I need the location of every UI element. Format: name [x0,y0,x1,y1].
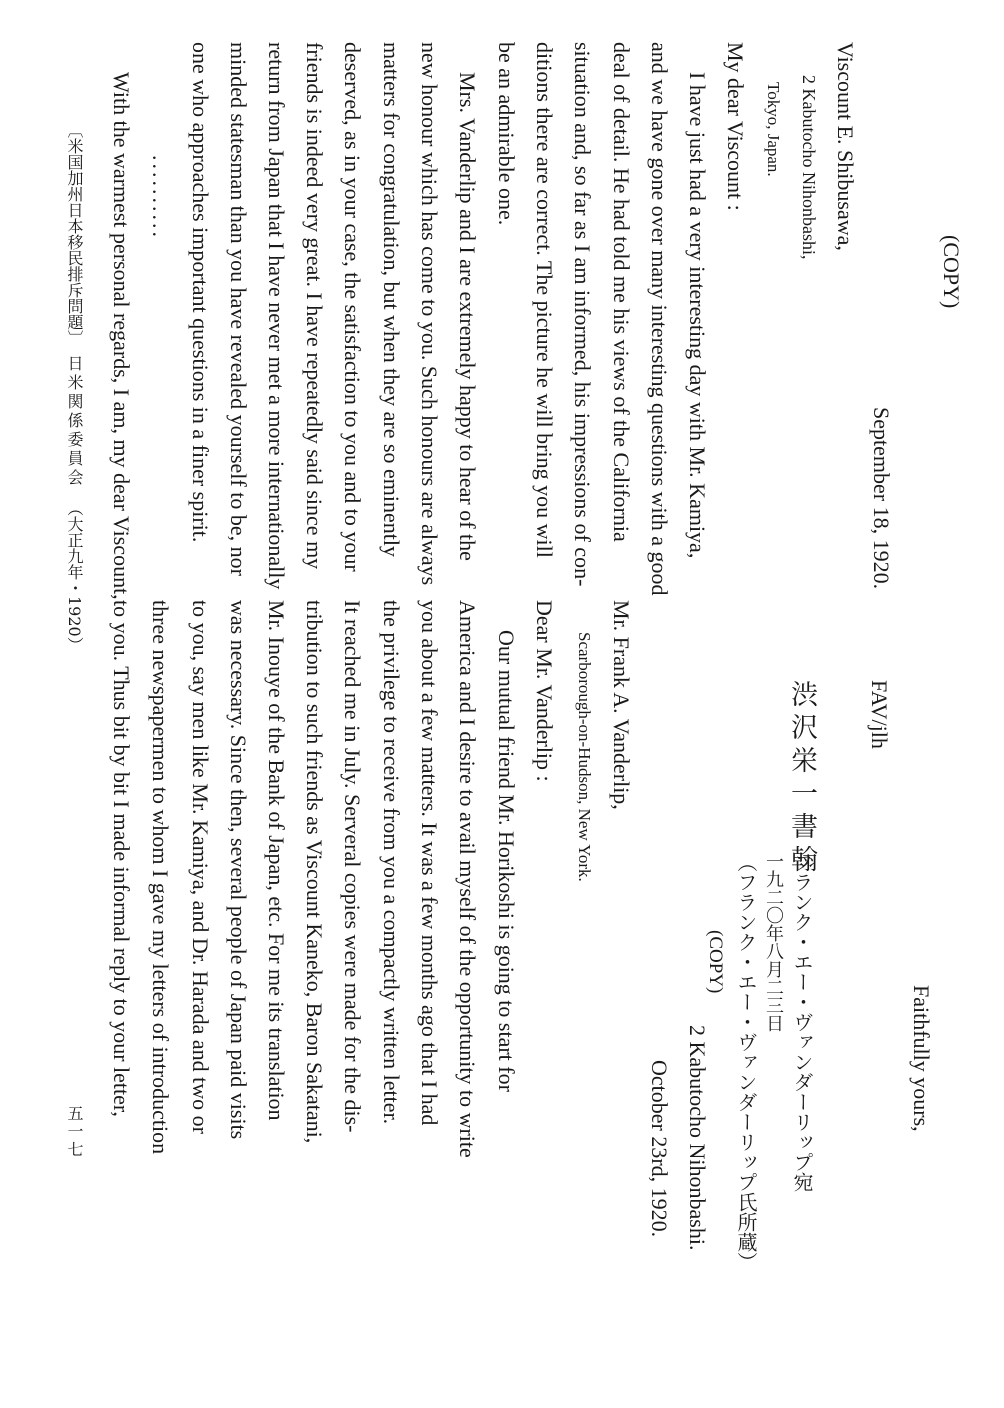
closing-line: With the warmest personal regards, I am, my dear Viscount, [109,72,134,600]
body-line: one who approaches important questions in a finer spirit. [188,42,213,543]
letter2-body-line: tribution to such friends as Viscount Kaneko, Baron Sakatani, [302,600,327,1144]
letter-date: September 18, 1920. [869,407,894,590]
body-line: be an admirable one. [494,42,519,226]
recipient-address: 2 Kabutocho Nihonbashi, [799,75,819,260]
body-line: and we have gone over many interesting questions with a good [647,42,672,596]
letter2-salutation: Dear Mr. Vanderlip : [532,600,557,782]
valediction: Faithfully yours, [909,985,934,1132]
initials: FAV/jlh [867,680,892,749]
footer-era: （大正九年・1920） [65,500,84,653]
page-number: 五一七 [65,1105,84,1159]
letter2-body-line: was necessary. Since then, several people of Japan paid visits [226,600,251,1140]
letter2-recipient-name: Mr. Frank A. Vanderlip, [609,600,634,810]
jp-holder: （フランク・エー・ヴァンダーリップ氏所蔵） [734,852,758,1272]
body-line: situation and, so far as I am informed, his impressions of con- [570,42,595,587]
body-line: minded statesman than you have revealed yourself to be, nor [226,42,251,576]
letter2-body-line: America and I desire to avail myself of the opportunity to write [455,600,480,1158]
body-line: Mrs. Vanderlip and I are extremely happy to hear of the [455,72,480,561]
letter2-date: October 23rd, 1920. [647,1060,672,1238]
jp-date: 一九二〇年八月二三日 [763,852,784,1032]
letter2-body-line: to you, say men like Mr. Kamiya, and Dr. Harada and two or [188,600,213,1134]
recipient-city: Tokyo, Japan. [764,82,783,177]
body-line: I have just had a very interesting day with Mr. Kamiya, [685,72,710,559]
letter2-body-line: It reached me in July. Serveral copies were made for the dis- [340,600,365,1133]
letter2-address: 2 Kabutocho Nihonbashi. [685,1025,710,1251]
footer-committee: 日米関係委員会 [65,355,84,488]
letter2-body-line: to you. Thus bit by bit I made informal reply to your letter, [109,600,134,1117]
body-line: deserved, as in your case, the satisfaction to you and to your [340,42,365,572]
footer-book-section: 〔米国加州日本移民排斥問題〕 [65,122,84,346]
letter2-body-line: you about a few matters. It was a few months ago that I had [417,600,442,1126]
letter2-body-line: three newspapermen to whom I gave my letters of introduction [148,600,173,1155]
body-line: new honour which has come to you. Such honours are always [417,42,442,586]
body-line: deal of detail. He had told me his views of the California [609,42,634,542]
jp-addressee: フランク・エー・ヴァンダーリップ宛 [790,852,814,1192]
letter2-body-line: Mr. Inouye of the Bank of Japan, etc. For me its translation [264,600,289,1121]
body-line: matters for congratulation, but when they are so eminently [379,42,404,558]
salutation: My dear Viscount : [723,42,748,211]
letter2-body-line: the privilege to receive from you a compactly written letter. [379,600,404,1125]
body-line: friends is indeed very great. I have repeatedly said since my [302,42,327,570]
copy-mark: (COPY) [939,235,964,309]
letter2-recipient-address: Scarborough-on-Hudson, New York. [575,632,594,882]
jp-sender: 渋沢栄一書翰 [786,680,817,878]
body-line: ditions there are correct. The picture he will bring you will [532,42,557,558]
recipient-name: Viscount E. Shibusawa, [833,42,858,251]
ellipsis: .......... [148,155,173,240]
body-line: return from Japan that I have never met a more internationally [264,42,289,590]
letter2-body-line: Our mutual friend Mr. Horikoshi is going to start for [494,630,519,1092]
letter2-copy: (COPY) [705,930,726,994]
